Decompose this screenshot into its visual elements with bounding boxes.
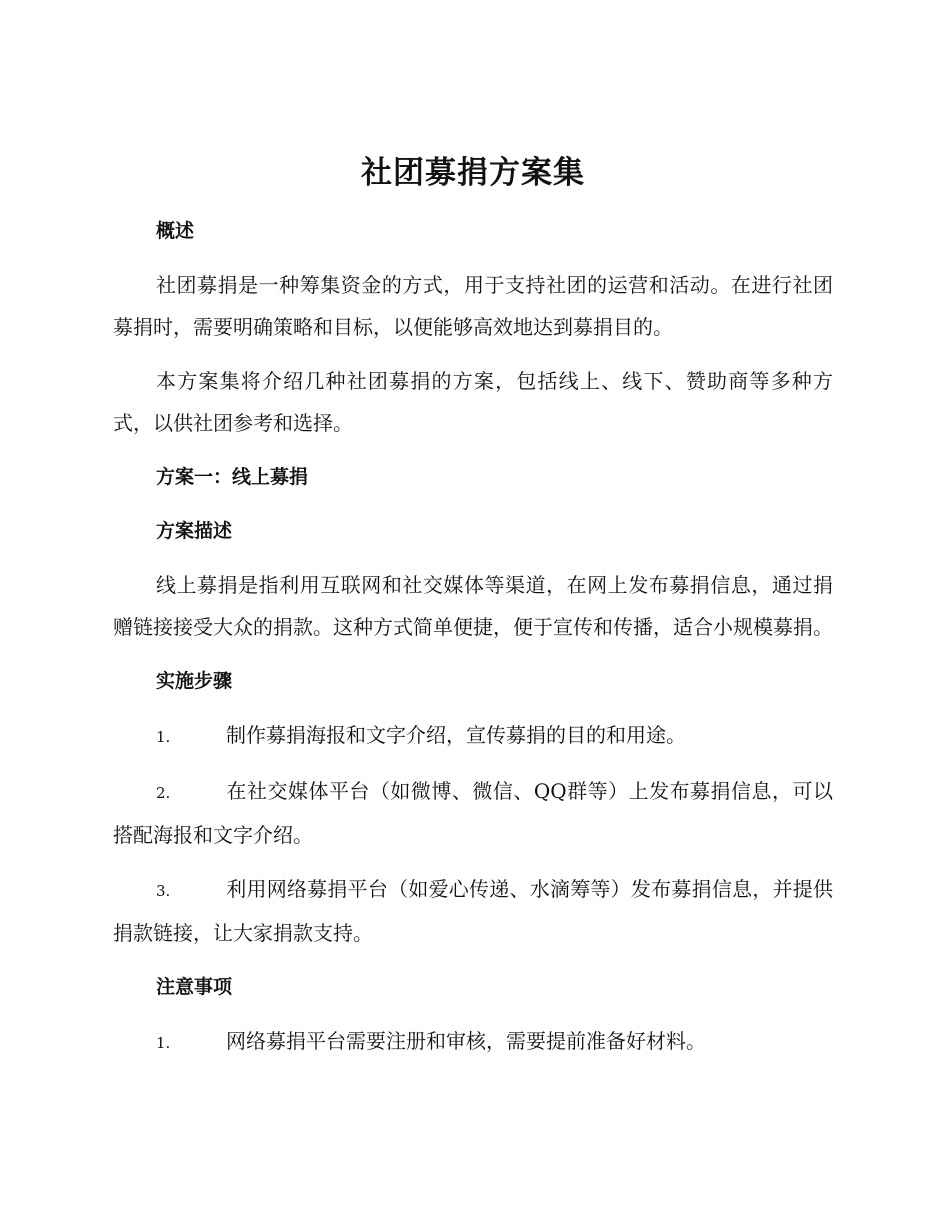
list-number: 2. xyxy=(156,784,171,802)
plan1-heading: 方案一：线上募捐 xyxy=(156,466,309,488)
spacer xyxy=(113,1008,833,1020)
spacer xyxy=(113,758,833,770)
overview-paragraph-1: 社团募捐是一种筹集资金的方式，用于支持社团的运营和活动。在进行社团募捐时，需要明确策略和目标，以便能够高效地达到募捐目的。 xyxy=(113,273,833,339)
list-text: 利用网络募捐平台（如爱心传递、水滴筹等）发布募捐信息，并提供捐款链接，让大家捐款支持。 xyxy=(113,877,833,945)
step-item-2 xyxy=(113,770,833,856)
note-item-1 xyxy=(113,1020,833,1064)
step-item-1 xyxy=(113,714,833,758)
document-content xyxy=(113,148,833,1064)
list-number: 3. xyxy=(156,882,171,900)
spacer xyxy=(113,648,833,660)
list-number: 1. xyxy=(156,728,171,746)
spacer xyxy=(113,552,833,564)
spacer xyxy=(113,348,833,360)
list-text: 在社交媒体平台（如微博、微信、QQ群等）上发布募捐信息，可以搭配海报和文字介绍。 xyxy=(113,779,833,847)
document-title: 社团募捐方案集 xyxy=(361,155,585,191)
plan1-notes-heading: 注意事项 xyxy=(156,976,233,998)
list-number: 1. xyxy=(156,1034,171,1052)
step-item-3 xyxy=(113,868,833,954)
spacer xyxy=(113,498,833,510)
overview-paragraph-2: 本方案集将介绍几种社团募捐的方案，包括线上、线下、赞助商等多种方式，以供社团参考和选择。 xyxy=(113,369,833,435)
list-text: 制作募捐海报和文字介绍，宣传募捐的目的和用途。 xyxy=(226,723,686,747)
spacer xyxy=(113,198,833,210)
spacer xyxy=(113,444,833,456)
list-text: 网络募捐平台需要注册和审核，需要提前准备好材料。 xyxy=(226,1029,706,1053)
spacer xyxy=(113,702,833,714)
plan1-description-heading: 方案描述 xyxy=(156,520,233,542)
spacer xyxy=(113,856,833,868)
plan1-steps-heading: 实施步骤 xyxy=(156,670,233,692)
overview-heading: 概述 xyxy=(156,220,195,242)
spacer xyxy=(113,954,833,966)
spacer xyxy=(113,252,833,264)
plan1-description-text: 线上募捐是指利用互联网和社交媒体等渠道，在网上发布募捐信息，通过捐赠链接接受大众的捐款。这种方式简单便捷，便于宣传和传播，适合小规模募捐。 xyxy=(113,573,833,639)
